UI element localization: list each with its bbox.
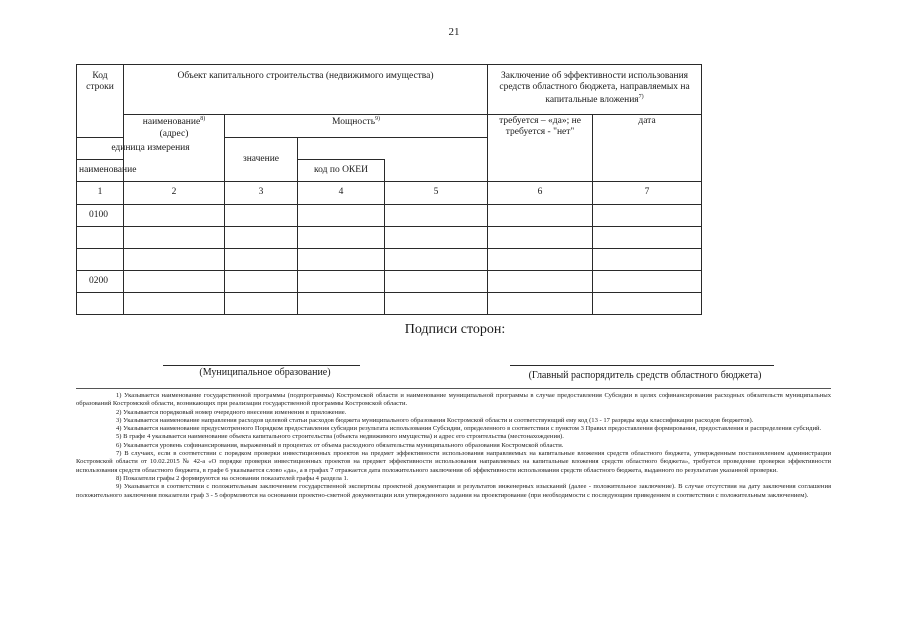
table-cell: [488, 249, 593, 271]
signature-caption-left: (Муниципальное образование): [199, 367, 331, 378]
table-cell: [385, 293, 488, 315]
footnote-divider: [76, 388, 831, 389]
footnote-9: 9) Указывается в соответствии с положительным заключением государственной экспертизы проектной документации и результатов инженерных изысканий (далее - положительное заключение). В случае отсутствия на дату заключения соглашения положительного заключения показатели граф 3 - 5 оформляются на основании проектно-сметной документации или утвержденного задания на проектирование (при необходимости с последующим приведением в соответствии с положительным заключением).: [76, 483, 831, 499]
col-number-3: 3: [225, 182, 298, 205]
header-power-text: Мощность: [331, 117, 376, 128]
table-cell: [593, 205, 702, 227]
table-row: [77, 227, 702, 249]
table-cell: [225, 293, 298, 315]
col-number-5: 5: [385, 182, 488, 205]
header-name-address: (адрес): [159, 128, 189, 139]
capital-construction-table: [76, 64, 702, 315]
table-cell: [593, 249, 702, 271]
header-code: Код строки: [77, 65, 124, 138]
table-cell: [593, 271, 702, 293]
header-power: [225, 115, 488, 138]
footnote-3: 3) Указывается наименование направления расходов целевой статьи расходов бюджета муниципального образования Костромской области и соответствующий ему код (13 - 17 разряды кода классификации расходов бюджетов).: [116, 416, 754, 424]
table-cell: [225, 227, 298, 249]
table-cell: [593, 227, 702, 249]
table-row: [77, 249, 702, 271]
row-code: [77, 227, 124, 249]
header-value: значение: [225, 138, 298, 182]
table-cell: [488, 205, 593, 227]
header-power-sup: 9): [375, 116, 381, 122]
table-cell: [593, 293, 702, 315]
table-cell: [225, 205, 298, 227]
table-cell: [488, 227, 593, 249]
signature-caption-right: (Главный распорядитель средств областного бюджета): [528, 370, 762, 381]
table-cell: [488, 293, 593, 315]
header-name-text: наименование: [142, 117, 201, 128]
table-cell: [225, 249, 298, 271]
row-code: 0100: [77, 205, 124, 227]
table-cell: [124, 249, 225, 271]
header-name-sup: 8): [200, 116, 206, 122]
header-unit: единица измерения: [77, 138, 225, 160]
table-cell: [488, 271, 593, 293]
row-code: 0200: [77, 271, 124, 293]
col-number-4: 4: [298, 182, 385, 205]
table-row: [77, 293, 702, 315]
table-cell: [124, 271, 225, 293]
footnote-4: 4) Указывается наименование предусмотренного Порядком предоставления субсидии результата использования Субсидии, определенного в соответствии с пунктом 3 Правил предоставления формирования, предоставления и распределения субсидий.: [116, 425, 822, 433]
header-object: Объект капитального строительства (недвижимого имущества): [124, 65, 488, 115]
footnote-2: 2) Указывается порядковый номер очередного внесения изменения в приложение.: [116, 408, 347, 416]
col-number-2: 2: [124, 182, 225, 205]
table-cell: [298, 205, 385, 227]
table-row: [77, 205, 702, 227]
table-row: [77, 271, 702, 293]
table-cell: [298, 271, 385, 293]
header-date: дата: [593, 115, 702, 182]
table-cell: [298, 249, 385, 271]
table-cell: [225, 271, 298, 293]
header-unit-okei: код по ОКЕИ: [298, 160, 385, 182]
table-cell: [124, 227, 225, 249]
header-conclusion-sup: 7): [638, 93, 644, 100]
signatures-title: Подписи сторон:: [404, 322, 506, 337]
row-code: [77, 293, 124, 315]
footnote-1: 1) Указывается наименование государственной программы (подпрограммы) Костромской области и наименование муниципальной программы в случае предоставления Субсидии в целях софинансирования расходных обязательств муниципальных образований Костромской области, возникающих при реализации государственной программы Костромской области.: [76, 392, 831, 408]
table-cell: [298, 227, 385, 249]
header-conclusion: [488, 65, 702, 115]
footnote-7: 7) В случаях, если в соответствии с порядком проверки инвестиционных проектов на предмет эффективности использования направляемых на капитальные вложения средств областного бюджета, утвержденным постановлением администрации Костромской области от 10.02.2015 № 42-а «О порядке проверки инвестиционных проектов на предмет эффективности использования направляемых на капитальные вложения средств областного бюджета», требуется проведение проверки эффективности использования средств областного бюджета, в графе 6 указывается слово «да», а в графах 7 отражается дата положительного заключения об эффективности использования средств областного бюджета, выданного по результатам указанной проверки.: [76, 450, 831, 474]
signature-line-left: [163, 365, 360, 366]
table-cell: [385, 205, 488, 227]
header-required: требуется – «да»; не требуется - "нет": [488, 115, 593, 182]
footnote-8: 8) Показатели графы 2 формируются на основании показателей графы 4 раздела 1.: [116, 474, 349, 482]
page-number: 21: [448, 26, 460, 38]
table-cell: [385, 271, 488, 293]
footnotes: [76, 392, 831, 500]
header-conclusion-text: Заключение об эффективности использования средств областного бюджета, направляемых на капитальные вложения: [499, 71, 690, 105]
col-number-1: 1: [77, 182, 124, 205]
table-cell: [124, 293, 225, 315]
table-cell: [298, 293, 385, 315]
table-cell: [124, 205, 225, 227]
row-code: [77, 249, 124, 271]
col-number-7: 7: [593, 182, 702, 205]
header-unit-name: наименование: [77, 160, 124, 182]
col-number-6: 6: [488, 182, 593, 205]
signature-line-right: [510, 365, 774, 366]
footnote-5: 5) В графе 4 указывается наименование объекта капитального строительства (объекта недвижимого имущества) и адрес его строительства (местонахождения).: [116, 433, 564, 441]
table-cell: [385, 249, 488, 271]
footnote-6: 6) Указывается уровень софинансирования, выраженный в процентах от объема расходного обязательства муниципального образования Костромской области.: [116, 441, 564, 449]
table-cell: [385, 227, 488, 249]
